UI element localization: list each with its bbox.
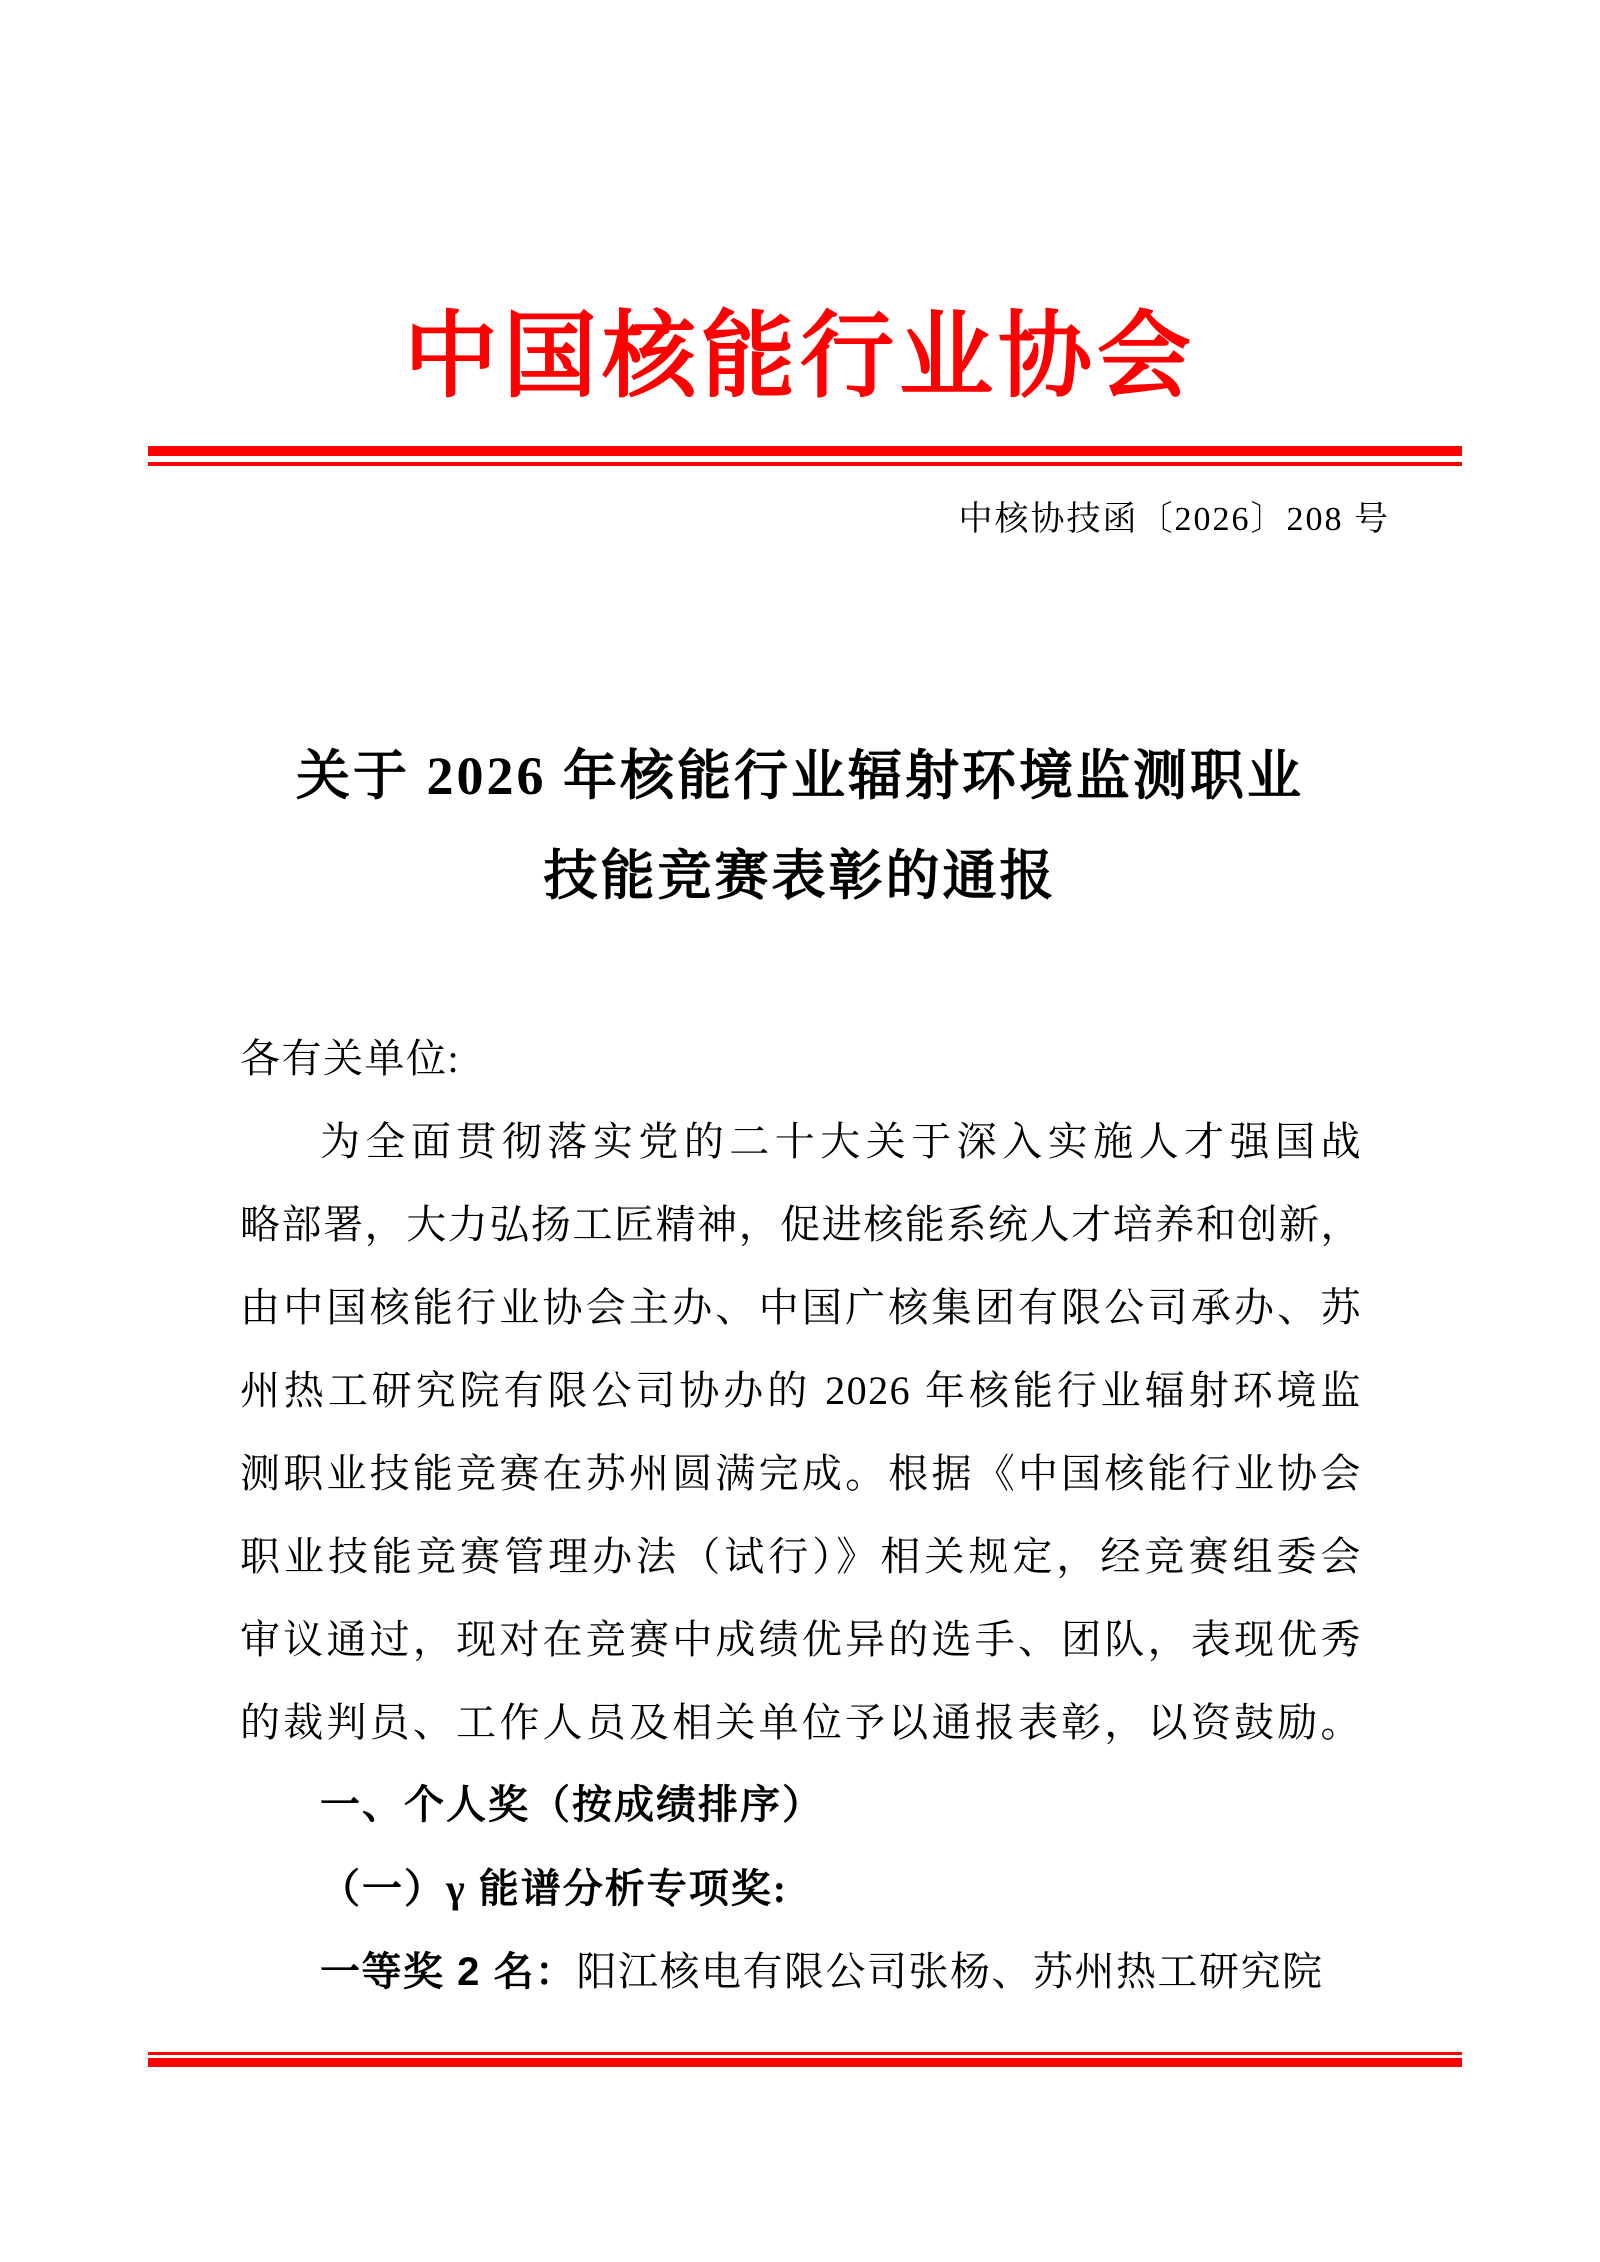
document-title-line2: 技能竞赛表彰的通报 bbox=[543, 846, 1057, 906]
doc-reference-number: 中核协技函〔2026〕208 号 bbox=[958, 501, 1390, 538]
paragraph-line: 由中国核能行业协会主办、中国广核集团有限公司承办、苏 bbox=[240, 1285, 1362, 1330]
paragraph-line: 为全面贯彻落实党的二十大关于深入实施人才强国战 bbox=[320, 1119, 1362, 1164]
bottom-rule-thick-line bbox=[148, 2058, 1462, 2067]
top-rule-thin-line bbox=[148, 462, 1462, 466]
paragraph-line: 略部署，大力弘扬工匠精神，促进核能系统人才培养和创新， bbox=[240, 1202, 1362, 1247]
award-line bbox=[240, 1930, 1362, 2014]
paragraph-line: 的裁判员、工作人员及相关单位予以通报表彰，以资鼓励。 bbox=[240, 1700, 1362, 1745]
top-double-rule bbox=[148, 446, 1462, 466]
paragraph-line: 测职业技能竞赛在苏州圆满完成。根据《中国核能行业协会 bbox=[240, 1451, 1362, 1496]
bottom-double-rule bbox=[148, 2052, 1462, 2067]
top-rule-thick-line bbox=[148, 446, 1462, 456]
document-title-line1: 关于 2026 年核能行业辐射环境监测职业 bbox=[296, 746, 1304, 806]
paragraph-line: 审议通过，现对在竞赛中成绩优异的选手、团队，表现优秀 bbox=[240, 1617, 1362, 1662]
subsection-heading-gamma-spectrum-award: （一）γ 能谱分析专项奖: bbox=[320, 1866, 789, 1911]
paragraph-line: 职业技能竞赛管理办法（试行）》相关规定，经竞赛组委会 bbox=[240, 1534, 1362, 1579]
award-rank-label: 一等奖 2 名： bbox=[320, 1950, 577, 1994]
document-title bbox=[0, 726, 1600, 926]
document-body bbox=[240, 1017, 1362, 2014]
org-masthead-title: 中国核能行业协会 bbox=[403, 305, 1196, 409]
award-recipients: 阳江核电有限公司张杨、苏州热工研究院 bbox=[576, 1949, 1324, 1994]
paragraph-line: 州热工研究院有限公司协办的 2026 年核能行业辐射环境监 bbox=[240, 1368, 1362, 1413]
section-heading-individual-awards: 一、个人奖（按成绩排序） bbox=[320, 1783, 824, 1827]
salutation: 各有关单位: bbox=[240, 1036, 461, 1081]
